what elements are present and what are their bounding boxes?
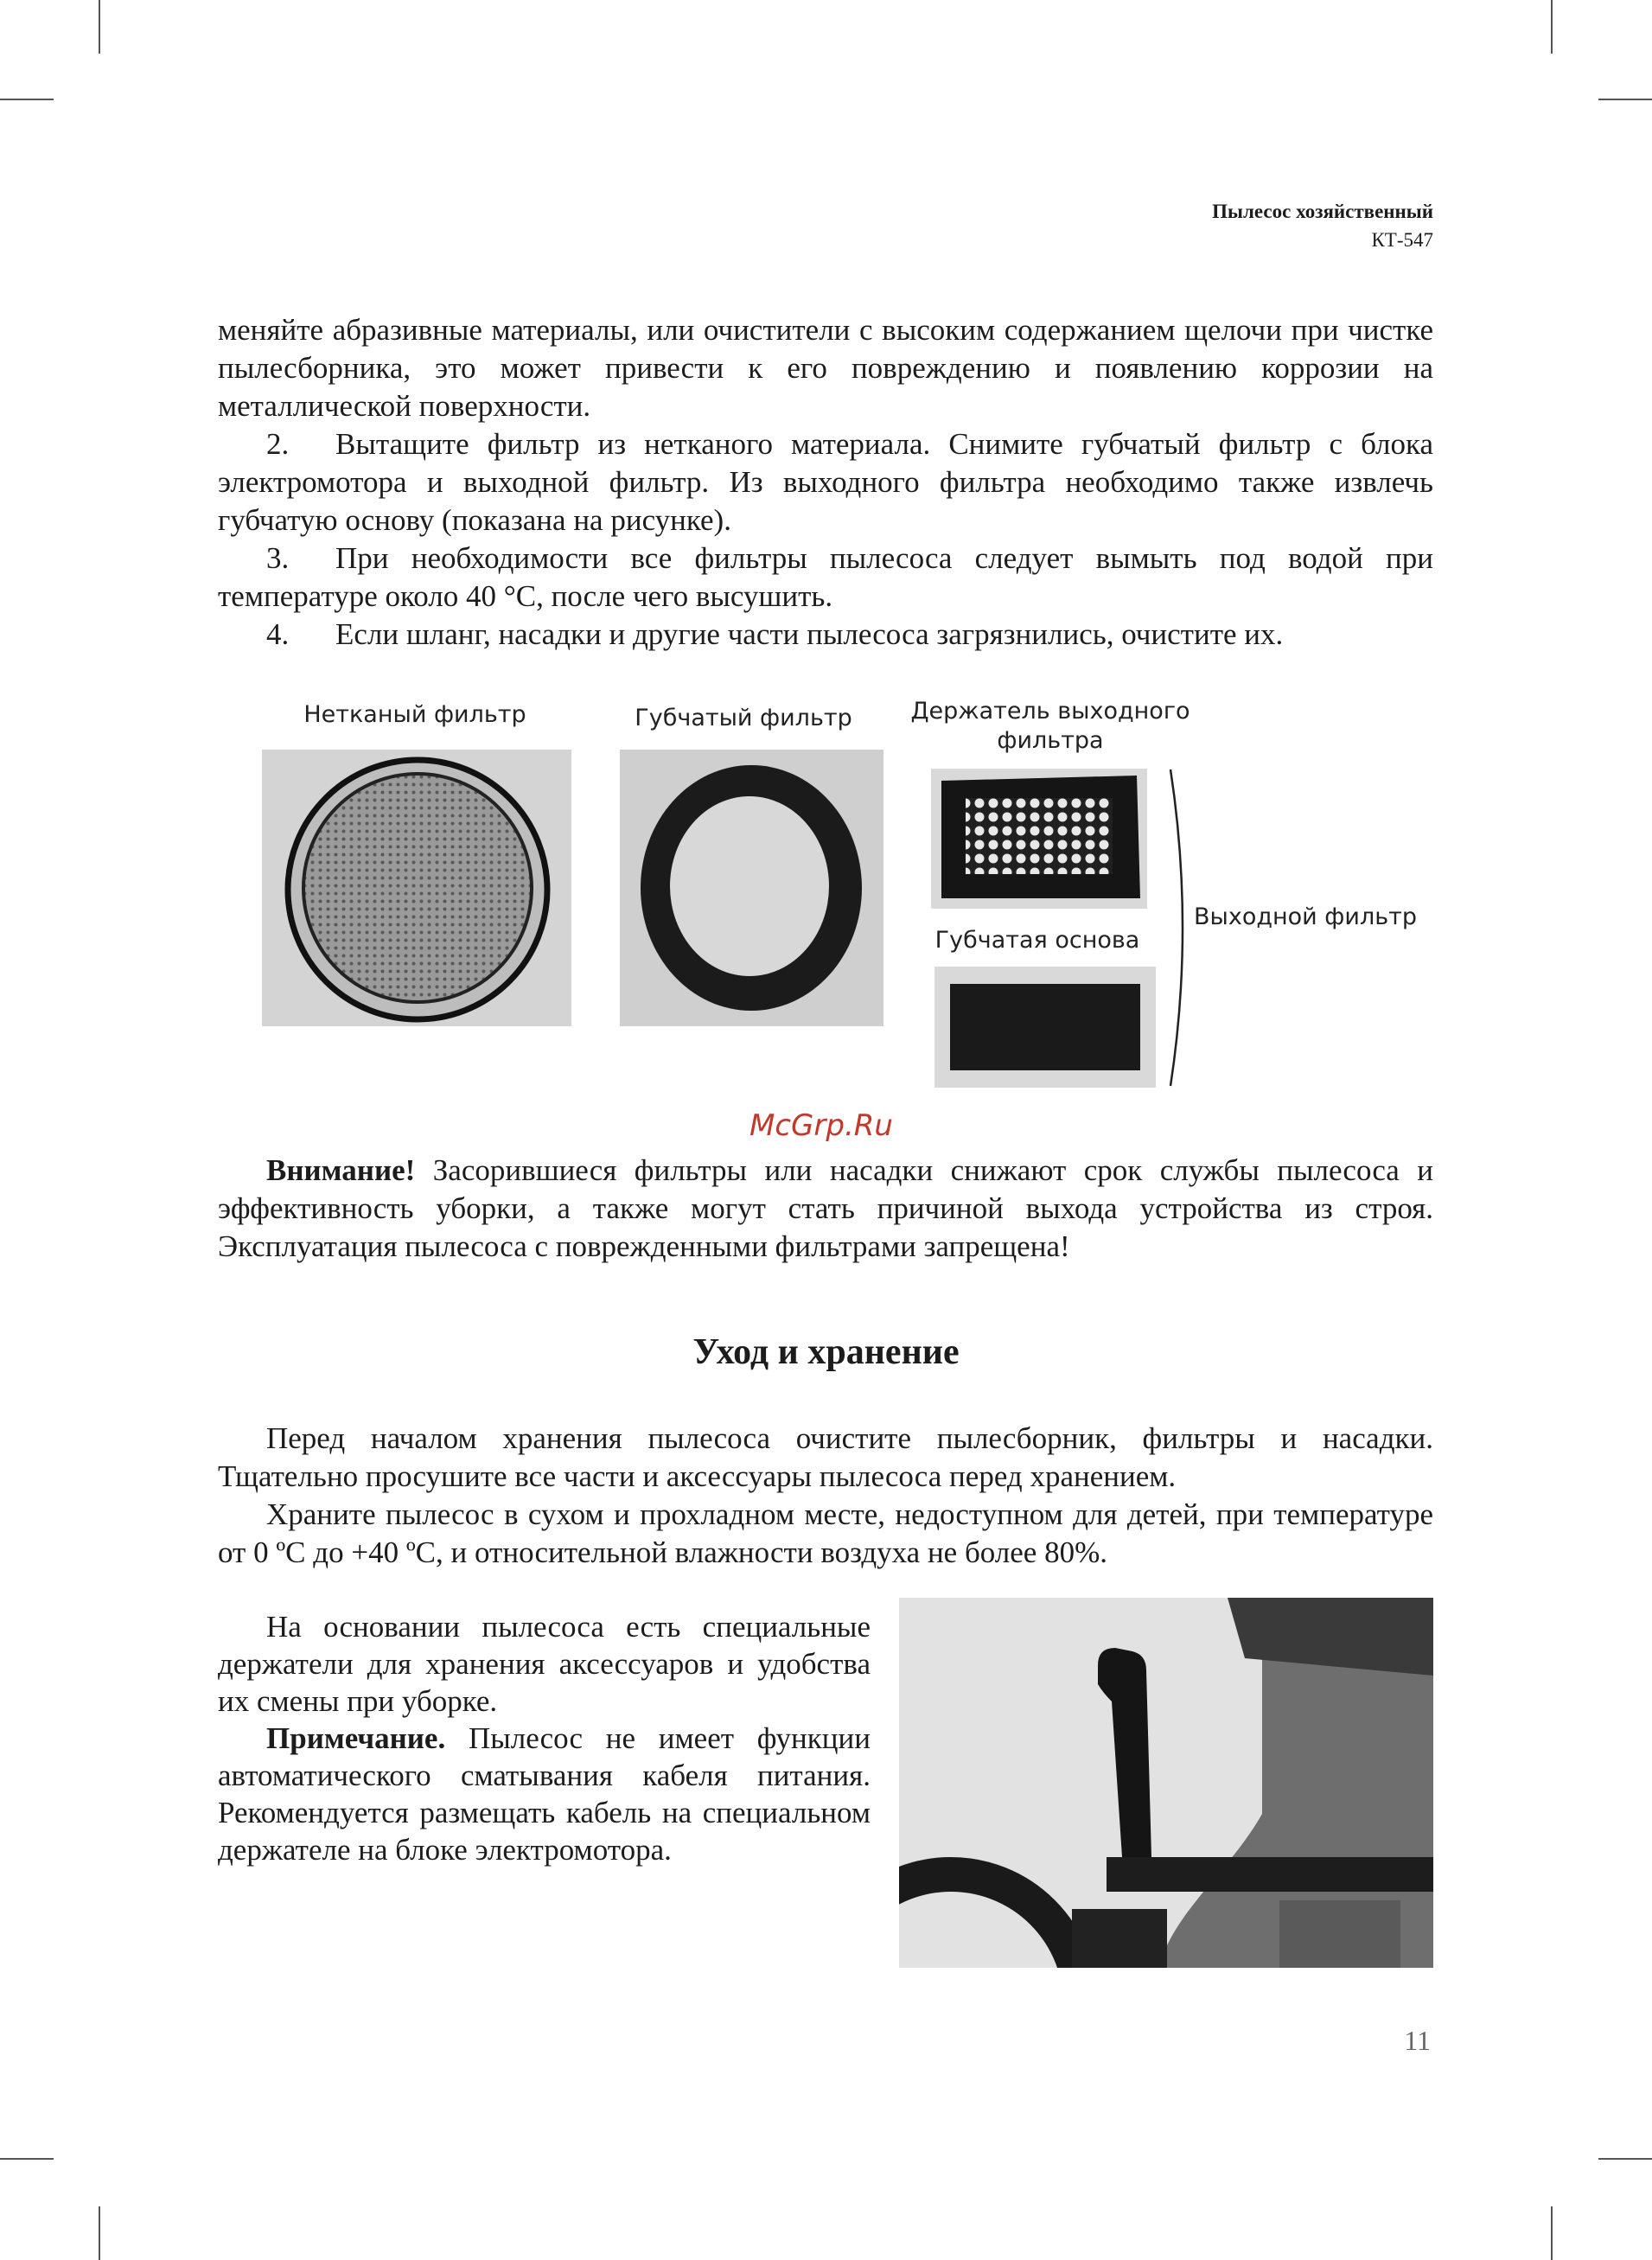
vacuum-holder-image [899,1598,1433,1968]
outlet-filter-caption: Выходной фильтр [1194,903,1417,930]
warning-text: Засорившиеся фильтры или насадки снижают срок службы пылесоса и эффективность уборки, а также могут стать причиной выхода устройства из строя. Эксплуатация пылесоса с поврежденными фильтрами запрещена! [218,1153,1433,1263]
crop-mark [1551,0,1553,54]
crop-mark [0,99,54,100]
sponge-base-caption: Губчатая основа [934,927,1140,954]
step-number: 2. [266,427,290,461]
step-text: При необходимости все фильтры пылесоса следует вымыть под водой при температуре около 40 °С, после чего высушить. [218,541,1433,613]
holders-text-block [218,1608,871,1868]
sponge-base-image [934,967,1156,1088]
step-number: 4. [266,617,290,651]
note-lead: Примечание. [266,1721,446,1755]
crop-mark [99,0,100,54]
crop-mark [1598,99,1652,100]
note-text: Пылесос не имеет функции автоматического сматывания кабеля питания. Рекомендуется размещать кабель на специальном держателе на блоке электромотора. [218,1721,871,1867]
storage-text [218,1420,1433,1572]
outlet-filter-bracket [1165,768,1196,1088]
crop-mark [99,2206,100,2260]
cleaning-text [218,311,1433,654]
sponge-filter-image [620,750,883,1026]
running-header [1212,197,1433,254]
crop-mark [1598,2158,1652,2160]
header-title: Пылесос хозяйственный [1212,201,1433,222]
nonwoven-filter-image [262,750,571,1026]
step-text: Вытащите фильтр из нетканого материала. Снимите губчатый фильтр с блока электромотора и выходной фильтр. Из выходного фильтра необходимо также извлечь губчатую основу (показана на рисунке). [218,427,1433,537]
section-title: Уход и хранение [692,1332,960,1372]
nonwoven-filter-caption: Нетканый фильтр [303,701,526,728]
step-number: 3. [266,541,290,575]
step-item [218,539,1433,616]
storage-paragraph: Храните пылесос в сухом и прохладном месте, недоступном для детей, при температуре от 0 ºС до +40 ºС, и относительной влажности воздуха не более 80%. [218,1497,1433,1569]
step-item [218,616,1433,654]
warning-lead: Внимание! [266,1153,416,1187]
sponge-filter-caption: Губчатый фильтр [635,705,852,731]
watermark: McGrp.Ru [749,1108,893,1143]
step-item [218,425,1433,539]
crop-mark [1551,2206,1553,2260]
outlet-filter-holder-image [931,769,1147,909]
storage-paragraph: Перед началом хранения пылесоса очистите пылесборник, фильтры и насадки. Тщательно просушите все части и аксессуары пылесоса перед хранением. [218,1421,1433,1493]
header-model: КТ-547 [1371,229,1433,251]
step-text: Если шланг, насадки и другие части пылесоса загрязнились, очистите их. [335,617,1284,651]
warning-paragraph [218,1152,1433,1266]
intro-paragraph: меняйте абразивные материалы, или очистители с высоким содержанием щелочи при чистке пылесборника, это может привести к его повреждению и появлению коррозии на металлической поверхности. [218,313,1433,423]
crop-mark [0,2158,54,2160]
page-number: 11 [1404,2025,1431,2056]
holder-caption: Держатель выходного фильтра [910,698,1190,754]
holders-paragraph: На основании пылесоса есть специальные держатели для хранения аксессуаров и удобства их смены при уборке. [218,1610,871,1718]
